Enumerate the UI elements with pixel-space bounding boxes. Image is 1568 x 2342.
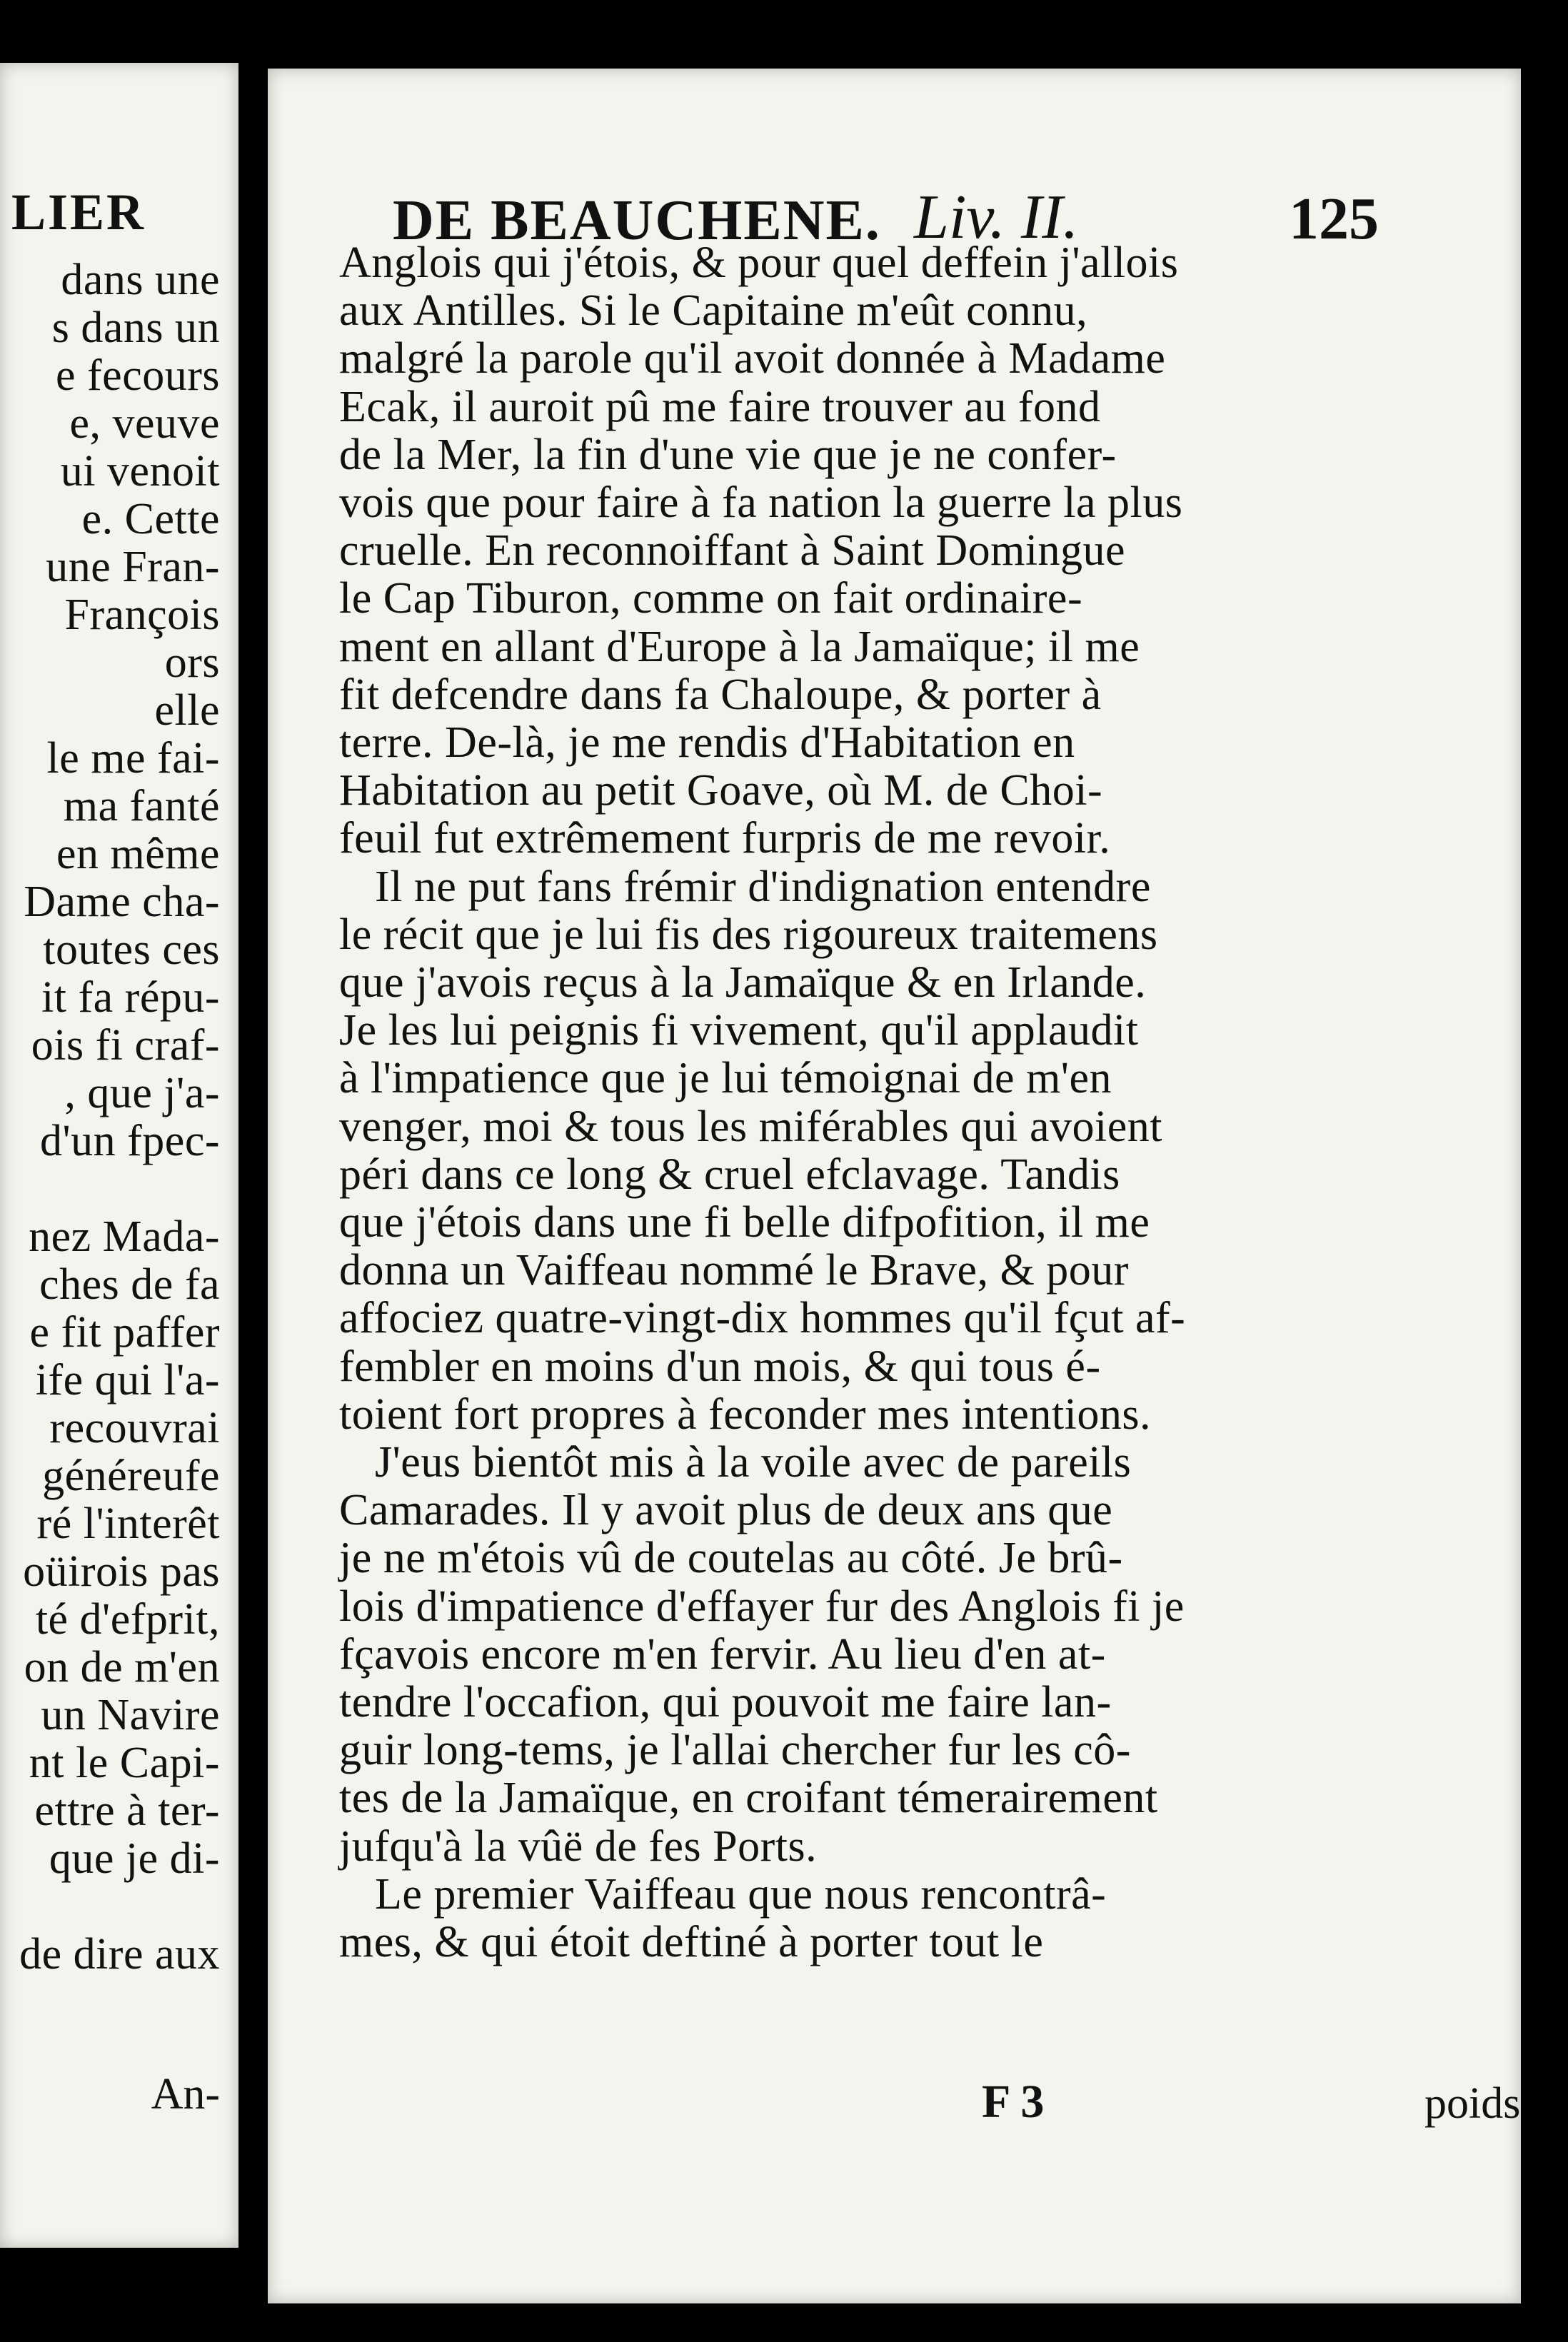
page-number: 125 — [1289, 186, 1379, 252]
left-line: e fecours — [56, 351, 220, 400]
right-line: mes, & qui étoit deftiné à porter tout le — [339, 1918, 1044, 1966]
left-line: on de m'en — [24, 1643, 220, 1692]
right-line: jufqu'à la vûë de fes Ports. — [339, 1821, 818, 1871]
left-line: ife qui l'a- — [35, 1356, 220, 1404]
left-line: de dire aux — [19, 1930, 220, 1979]
right-line: de la Mer, la fin d'une vie que je ne confer- — [339, 430, 1117, 479]
running-title: DE BEAUCHENE. — [393, 189, 881, 252]
right-line: cruelle. En reconnoiffant à Saint Domingue — [339, 526, 1126, 576]
left-line: toutes ces — [43, 925, 220, 974]
right-line: fçavois encore m'en fervir. Au lieu d'en at- — [339, 1629, 1106, 1679]
right-line: fembler en moins d'un mois, & qui tous é- — [339, 1342, 1101, 1391]
left-line: e, veuve — [69, 399, 220, 448]
left-line: dans une — [61, 256, 220, 304]
left-page — [0, 63, 238, 2248]
right-line: J'eus bientôt mis à la voile avec de pareils — [375, 1438, 1132, 1487]
right-line: donna un Vaiffeau nommé le Brave, & pour — [339, 1246, 1129, 1295]
left-line: Dame cha- — [24, 878, 220, 926]
right-line: affociez quatre-vingt-dix hommes qu'il fçut af- — [339, 1294, 1186, 1343]
left-line: généreufe — [42, 1452, 220, 1500]
left-line: nt le Capi- — [29, 1739, 220, 1787]
left-line: nez Mada- — [29, 1212, 220, 1261]
signature-mark: F 3 — [982, 2076, 1045, 2128]
right-line: terre. De-là, je me rendis d'Habitation en — [339, 718, 1075, 767]
right-line: je ne m'étois vû de coutelas au côté. Je brû- — [339, 1534, 1123, 1583]
right-line: Anglois qui j'étois, & pour quel deffein j'allois — [339, 238, 1179, 287]
left-line: ois fi craf- — [31, 1021, 220, 1070]
left-line: ors — [164, 638, 220, 687]
left-line: it fa répu- — [41, 973, 220, 1022]
right-line: Habitation au petit Goave, où M. de Choi- — [339, 766, 1103, 815]
left-line: un Navire — [41, 1691, 220, 1739]
left-line: recouvrai — [49, 1404, 220, 1452]
right-line: le récit que je lui fis des rigoureux traitemens — [339, 910, 1158, 959]
right-line: Ecak, il auroit pû me faire trouver au fond — [339, 382, 1101, 431]
left-line: elle — [154, 686, 220, 735]
right-line: Je les lui peignis fi vivement, qu'il applaudit — [339, 1006, 1139, 1055]
right-line: péri dans ce long & cruel efclavage. Tandis — [339, 1150, 1120, 1199]
right-line: tendre l'occafion, qui pouvoit me faire lan- — [339, 1678, 1112, 1727]
right-line: que j'étois dans une fi belle difpofition, il me — [339, 1198, 1150, 1247]
left-line: une Fran- — [46, 543, 220, 591]
right-line: feuil fut extrêmement furpris de me revoir. — [339, 814, 1111, 863]
right-line: ment en allant d'Europe à la Jamaïque; il me — [339, 622, 1140, 671]
right-line: malgré la parole qu'il avoit donnée à Madame — [339, 334, 1166, 383]
left-running-header: LIER — [11, 184, 146, 241]
right-line: Le premier Vaiffeau que nous rencontrâ- — [375, 1869, 1107, 1919]
left-line: ui venoit — [60, 447, 220, 496]
left-line: s dans un — [51, 303, 220, 352]
right-page — [268, 69, 1521, 2303]
right-line: Camarades. Il y avoit plus de deux ans que — [339, 1486, 1113, 1535]
book-number: Liv. II. — [914, 183, 1079, 252]
right-line: toient fort propres à feconder mes intentions. — [339, 1389, 1151, 1439]
left-line: ré l'interêt — [36, 1499, 220, 1548]
right-line: Il ne put fans frémir d'indignation entendre — [375, 862, 1151, 911]
right-line: vois que pour faire à fa nation la guerre la plus — [339, 478, 1183, 527]
left-line: , que j'a- — [64, 1069, 220, 1117]
left-line: François — [64, 590, 220, 639]
right-line: le Cap Tiburon, comme on fait ordinaire- — [339, 574, 1083, 623]
left-line: en même — [56, 830, 220, 878]
right-line: aux Antilles. Si le Capitaine m'eût connu, — [339, 286, 1088, 336]
left-catchword: An- — [151, 2070, 220, 2119]
right-line: que j'avois reçus à la Jamaïque & en Irlande. — [339, 958, 1147, 1007]
left-line: ettre à ter- — [34, 1786, 220, 1835]
left-line: ches de fa — [39, 1260, 220, 1309]
right-line: à l'impatience que je lui témoignai de m'en — [339, 1054, 1112, 1103]
catchword: poids — [1424, 2079, 1521, 2128]
left-line: d'un fpec- — [39, 1117, 220, 1165]
right-line: lois d'impatience d'effayer fur des Anglois fi je — [339, 1582, 1185, 1631]
right-line: tes de la Jamaïque, en croifant témerairement — [339, 1774, 1158, 1823]
right-line: venger, moi & tous les miférables qui avoient — [339, 1102, 1162, 1151]
left-line: e. Cette — [81, 495, 220, 543]
right-line: guir long-tems, je l'allai chercher fur les cô- — [339, 1726, 1131, 1775]
right-line: fit defcendre dans fa Chaloupe, & porter à — [339, 670, 1102, 719]
left-line: le me fai- — [46, 734, 220, 783]
left-line: ma fanté — [63, 782, 220, 830]
left-line: e fit paffer — [29, 1308, 220, 1357]
left-line: que je di- — [49, 1834, 220, 1883]
left-line: té d'efprit, — [35, 1595, 220, 1644]
left-line: oüirois pas — [23, 1547, 220, 1596]
